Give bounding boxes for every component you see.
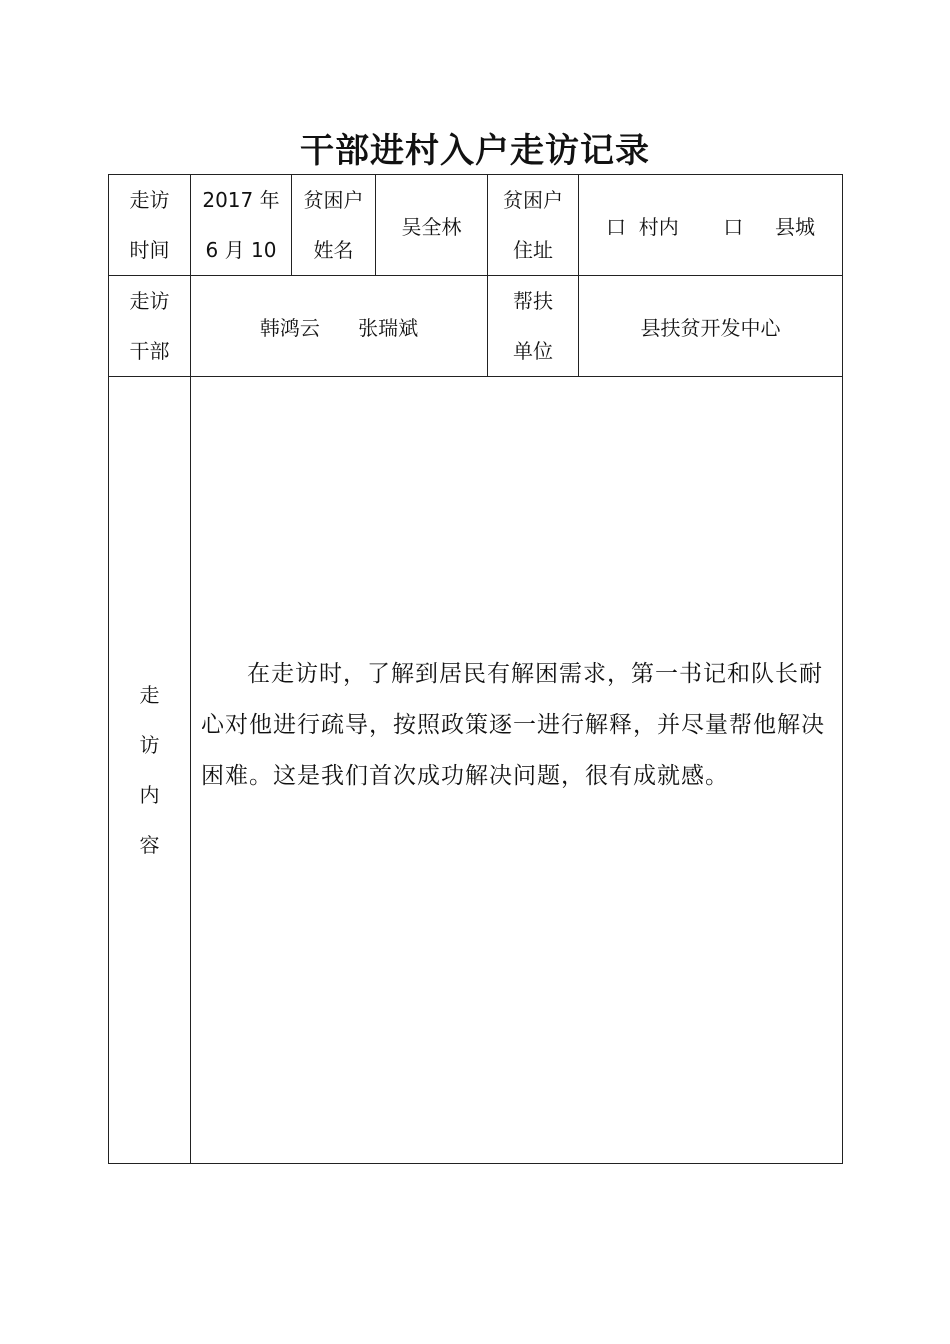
cadre-label-line: 走访 [129,289,170,313]
support-unit-label-line: 帮扶 [513,289,553,313]
household-name-label-line: 姓名 [313,238,354,262]
visit-time-value-line: 2017 年 [202,188,280,212]
household-address-label-line: 住址 [513,238,553,262]
checkbox-county[interactable]: 口 [723,214,744,239]
table-row [109,276,843,377]
household-address-label-cell [488,175,579,276]
checkbox-village[interactable]: 口 [605,214,626,239]
table-row [109,175,843,276]
household-name-label-line: 贫困户 [303,188,364,212]
visit-time-label-cell [109,175,191,276]
table-row [109,377,843,1164]
content-label-char: 容 [139,833,160,857]
content-label-cell [109,377,191,1164]
visit-time-label-line: 时间 [129,238,170,262]
household-address-label-line: 贫困户 [503,188,563,212]
content-label-char: 内 [139,783,160,807]
option-county-label: 县城 [775,214,816,239]
cadre-label-cell [109,276,191,377]
visit-content-text: 在走访时，了解到居民有解困需求，第一书记和队长耐心对他进行疏导，按照政策逐一进行解释，并尽量帮他解决困难。这是我们首次成功解决问题，很有成就感。 [201,661,825,789]
visit-record-table [108,174,843,1164]
household-address-options [579,175,843,276]
page-title: 干部进村入户走访记录 [300,131,650,171]
content-label-char: 访 [139,733,160,757]
household-name-value: 吴全林 [376,175,488,276]
support-unit-value: 县扶贫开发中心 [579,276,843,377]
option-village-label: 村内 [638,214,679,239]
support-unit-label-cell [488,276,579,377]
cadre-label-line: 干部 [129,339,170,363]
visit-time-value-cell [191,175,292,276]
cadre-names: 韩鸿云 张瑞斌 [191,276,488,377]
household-name-label-cell [292,175,376,276]
visit-time-value-line: 6 月 10 [205,238,277,262]
support-unit-label-line: 单位 [513,339,553,363]
visit-time-label-line: 走访 [129,188,170,212]
content-cell [191,377,843,1164]
content-label-char: 走 [139,683,160,707]
